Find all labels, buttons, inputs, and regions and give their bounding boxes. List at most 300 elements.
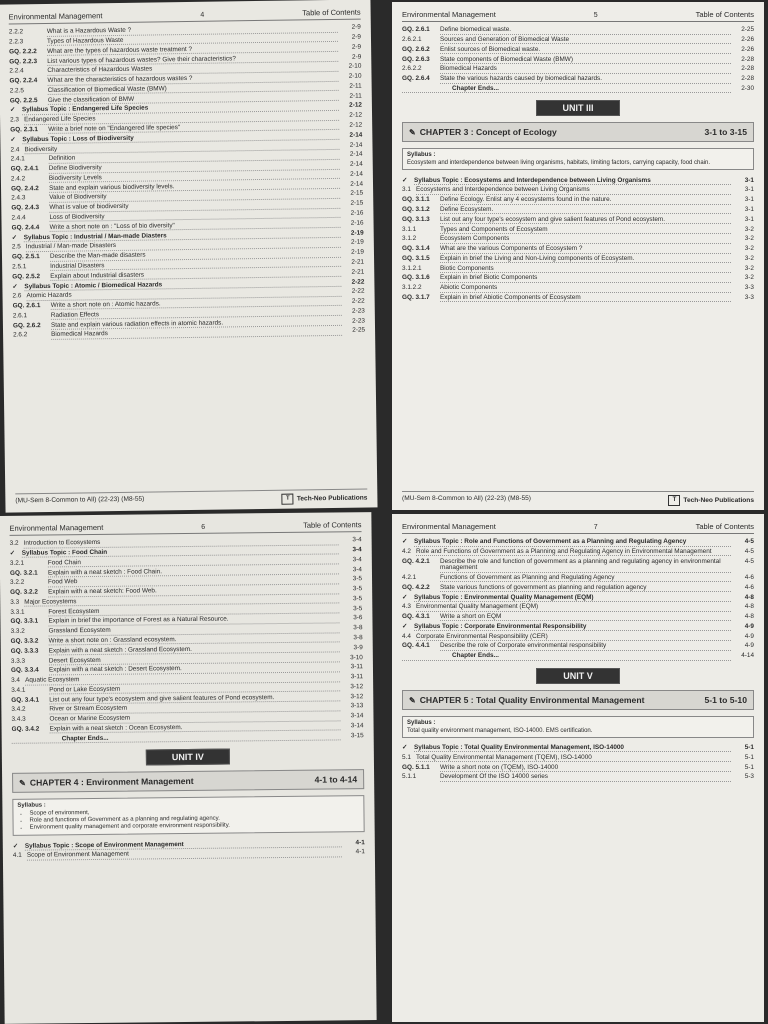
entry-number: 4.1 <box>12 852 22 860</box>
entry-number: 3.3 <box>10 598 20 606</box>
entry-title: Industrial Disasters <box>50 260 341 271</box>
entry-number: 4.2.1 <box>402 573 417 581</box>
entry-number: 2.2.4 <box>9 67 24 75</box>
entry-title: Define biomedical waste. <box>440 27 731 34</box>
entry-page: 2-28 <box>741 65 754 73</box>
entry-number: GQ. 3.3.3 <box>10 647 39 655</box>
entry-title: Grassland Ecosystem <box>49 626 340 636</box>
entry-number: 3.4.1 <box>11 686 26 694</box>
entry-title: Food Chain <box>48 557 339 567</box>
entry-number: 3.3.3 <box>10 657 26 665</box>
entry-page: 2-22 <box>351 287 365 295</box>
syllabus-text: Total quality environment management, ISO-14000. EMS certification. <box>407 727 593 734</box>
entry-title: Radiation Effects <box>51 309 342 320</box>
entry-page: 2-14 <box>349 141 363 149</box>
entry-page: 2-22 <box>351 278 365 286</box>
toc-entry <box>402 225 754 235</box>
entry-page: 2-10 <box>348 72 362 80</box>
entry-page: 2-11 <box>349 92 362 100</box>
chapter-ends <box>402 85 754 95</box>
syllabus-list <box>17 808 359 832</box>
check-icon: ✓ <box>402 538 408 546</box>
entry-title: River or Stream Ecosystem <box>49 704 340 714</box>
toc-entry <box>402 763 754 773</box>
entry-page: 5-1 <box>744 753 754 761</box>
page-footer <box>402 491 754 506</box>
entry-title: Biomedical Hazards <box>440 66 731 73</box>
entry-number: 2.2.5 <box>9 87 24 95</box>
entry-page: 2-22 <box>351 297 365 305</box>
entry-page: 3-10 <box>350 653 363 661</box>
page-footer <box>15 489 367 509</box>
entry-title: Describe the role and function of government as a planning and regulating agency in environmental management <box>440 559 731 573</box>
entry-number: 3.1.2.2 <box>402 284 422 292</box>
entry-title: Atomic Hazards <box>27 289 342 301</box>
unit-heading: UNIT III <box>536 100 620 116</box>
check-icon: ✓ <box>402 622 408 630</box>
entry-page: 4-8 <box>744 603 754 611</box>
entry-number: GQ. 4.2.2 <box>402 583 430 591</box>
entry-number: GQ. 2.2.5 <box>9 96 38 105</box>
entry-number: GQ. 4.3.1 <box>402 613 430 621</box>
entry-number: GQ. 3.1.7 <box>402 294 430 302</box>
toc-entry <box>402 584 754 594</box>
entry-number: 3.2.1 <box>9 559 25 567</box>
entry-number: GQ. 4.4.1 <box>402 642 430 650</box>
entry-title: Total Quality Environmental Management (TQEM), ISO-14000 <box>416 755 731 762</box>
chapter-title: CHAPTER 3 : Concept of Ecology <box>419 127 557 138</box>
toc-entry <box>402 206 754 216</box>
entry-title: Biodiversity Levels <box>49 172 340 183</box>
entry-page: 2-25 <box>352 326 366 335</box>
unit-heading: UNIT V <box>536 668 620 684</box>
syllabus-text: Ecosystem and interdependence between living organisms, habitats, limiting factors, carrying capacity, food chain. <box>407 160 711 167</box>
entry-page: 3-1 <box>744 186 754 194</box>
entry-number: GQ. 3.1.2 <box>402 206 430 213</box>
toc-entry <box>402 75 754 85</box>
entry-page: 2-21 <box>351 258 365 266</box>
entry-page: 2-12 <box>349 121 363 129</box>
chapter-ends-label: Chapter Ends... <box>402 86 731 93</box>
entry-number: GQ. 2.6.4 <box>402 75 430 83</box>
entry-number: GQ. 2.5.2 <box>12 272 41 281</box>
entry-page: 3-2 <box>744 245 754 253</box>
toc-entry <box>402 36 754 46</box>
entry-title: Major Ecosystems <box>24 596 339 607</box>
entry-title: Define Ecology. Enlist any 4 ecosystems found in the nature. <box>440 197 731 204</box>
entry-page: 4-9 <box>744 642 754 650</box>
toc-entry <box>402 26 754 36</box>
entry-title: Endangered Life Species <box>24 113 339 125</box>
footer-left: (MU-Sem 8-Common to All) (22-23) (M8-55) <box>15 495 145 505</box>
toc-entry <box>402 613 754 623</box>
page-number: 6 <box>201 523 206 531</box>
entry-number: 2.4.1 <box>10 155 25 163</box>
toc-entry <box>402 46 754 56</box>
entry-page: 4-8 <box>744 613 754 621</box>
syllabus-item: • Environment quality management and corporate environment responsibility. <box>30 822 360 831</box>
entry-page: 2-19 <box>350 229 364 237</box>
entry-number: GQ. 2.2.3 <box>9 57 38 66</box>
toc-rows-2 <box>402 744 754 783</box>
publisher-logo-icon: T <box>668 495 680 506</box>
page-number: 7 <box>593 524 598 531</box>
entry-number: 4.2 <box>402 547 411 555</box>
publisher-name: Tech-Neo Publications <box>296 494 368 503</box>
entry-title: What are the various Components of Ecosystem ? <box>440 246 731 253</box>
entry-number: 3.1 <box>402 186 411 194</box>
entry-page: 3-5 <box>352 575 363 583</box>
syllabus-box <box>402 148 754 170</box>
entry-page: 5-3 <box>744 773 754 781</box>
toc-entry <box>402 574 754 584</box>
entry-title: Syllabus Topic : Environmental Quality Management (EQM) <box>414 595 731 602</box>
entry-page: 2-26 <box>741 45 754 53</box>
entry-number: 3.3.1 <box>10 608 25 616</box>
entry-title: Write a brief note on "Endangered life species" <box>48 123 339 134</box>
syllabus-box <box>402 716 754 738</box>
entry-number: GQ. 2.6.2 <box>12 321 41 330</box>
entry-title: Explain with a neat sketch : Grassland Ecosystem. <box>49 645 340 655</box>
entry-number: GQ. 3.1.5 <box>402 254 430 262</box>
entry-title: Explain in brief the importance of Forest as a Natural Resource. <box>48 616 339 626</box>
toc-entry <box>402 55 754 65</box>
entry-number: GQ. 2.3.1 <box>10 126 38 134</box>
entry-number: 3.1.1 <box>402 225 417 233</box>
entry-number: GQ. 2.4.2 <box>10 184 39 193</box>
entry-number: GQ. 2.6.1 <box>402 26 430 34</box>
entry-number: GQ. 3.2.2 <box>10 588 38 596</box>
header-left: Environmental Management <box>402 522 496 531</box>
header-right: Table of Contents <box>303 520 362 530</box>
entry-title: Syllabus Topic : Atomic / Biomedical Hazards <box>24 279 341 291</box>
entry-page: 2-28 <box>741 75 754 83</box>
entry-page: 3-13 <box>350 702 364 710</box>
syllabus-topic-row <box>402 744 754 754</box>
syllabus-topic-row <box>402 593 754 603</box>
entry-number: GQ. 2.2.2 <box>9 47 37 56</box>
chapter-heading <box>402 690 754 710</box>
chapter-pages: 4-1 to 4-14 <box>314 774 358 786</box>
toc-entry <box>402 216 754 226</box>
toc-page-5 <box>392 2 764 510</box>
toc-entry <box>402 186 754 196</box>
entry-page: 4-6 <box>744 573 754 581</box>
entry-page: 4-5 <box>744 538 754 546</box>
toc-page-7 <box>392 514 764 1022</box>
page-number: 4 <box>200 11 205 19</box>
entry-title: Write a short note on : Atomic hazards. <box>51 299 342 310</box>
entry-number: 2.6.1 <box>12 312 28 320</box>
syllabus-item: • Scope of environment, <box>29 808 359 817</box>
entry-title: Syllabus Topic : Total Quality Environmental Management, ISO-14000 <box>414 745 731 752</box>
entry-number: 3.4.2 <box>11 706 26 714</box>
entry-page: 2-16 <box>350 209 364 217</box>
check-icon: ✓ <box>9 106 16 114</box>
entry-title: Write a short note on : "Loss of bio diversity" <box>50 221 341 232</box>
entry-page: 4-5 <box>744 547 754 555</box>
entry-number: GQ. 3.1.1 <box>402 196 430 204</box>
entry-title: Value of Biodiversity <box>49 191 340 202</box>
entry-page: 4-8 <box>744 593 754 601</box>
entry-number: GQ. 3.3.1 <box>10 617 39 626</box>
entry-title: Explain with a neat sketch: Food Web. <box>48 587 339 597</box>
toc-entry <box>402 603 754 613</box>
entry-number: GQ. 2.2.4 <box>9 77 38 85</box>
entry-title: Explain in brief Biotic Components <box>440 275 731 282</box>
toc-entry <box>402 558 754 574</box>
entry-page: 3-1 <box>744 196 754 204</box>
entry-title: Definition <box>49 152 340 163</box>
entry-page: 3-14 <box>350 722 364 730</box>
entry-page: 2-14 <box>349 150 363 159</box>
entry-page: 3-1 <box>744 206 754 213</box>
entry-number: 3.4 <box>11 676 21 684</box>
entry-page: 3-8 <box>353 634 363 642</box>
toc-rows <box>9 24 365 342</box>
syllabus-item: • Role and functions of Government as a planning and regulating agency. <box>30 815 360 824</box>
entry-title: Explain about Industrial disasters <box>50 270 341 281</box>
entry-title: List various types of hazardous wastes? Give their characteristics? <box>47 54 338 65</box>
entry-number: GQ. 3.2.1 <box>9 569 38 577</box>
entry-title: Loss of Biodiversity <box>49 211 340 222</box>
chapter-title: CHAPTER 4 : Environment Management <box>29 776 194 789</box>
entry-title: Explain in brief Abiotic Components of Ecosystem <box>440 295 731 302</box>
chapter-icon: ✎ <box>409 695 416 705</box>
entry-number: GQ. 3.4.1 <box>11 696 40 704</box>
entry-title: What is a Hazardous Waste ? <box>47 25 338 36</box>
entry-page: 2-19 <box>351 248 365 256</box>
entry-number: 2.4.3 <box>11 194 26 202</box>
entry-page: 2-26 <box>741 35 754 43</box>
entry-number: 2.4 <box>10 145 20 154</box>
entry-page: 3-12 <box>350 683 364 691</box>
entry-title: Syllabus Topic : Role and Functions of Government as a Planning and Regulating Agency <box>414 539 731 546</box>
entry-page: 2-12 <box>349 101 362 110</box>
entry-number: GQ. 2.5.1 <box>11 253 40 261</box>
entry-page: 3-9 <box>353 643 363 652</box>
entry-title: Pond or Lake Ecosystem <box>49 684 340 694</box>
entry-title: Characteristics of Hazardous Wastes <box>47 64 338 75</box>
entry-title: Introduction to Ecosystems <box>24 538 339 549</box>
toc-entry <box>402 65 754 75</box>
entry-number: 2.2.2 <box>8 28 24 36</box>
entry-title: What is value of biodiversity <box>49 201 340 212</box>
entry-title: Industrial / Man-made Disasters <box>26 240 341 252</box>
entry-number: 3.4.3 <box>11 715 26 724</box>
publisher-name: Tech-Neo Publications <box>683 497 754 504</box>
entry-title: Sources and Generation of Biomedical Waste <box>440 37 731 44</box>
entry-title: Biodiversity <box>24 142 339 154</box>
entry-page: 3-5 <box>353 604 363 612</box>
entry-title: Write a short note on (TQEM), ISO-14000 <box>440 765 731 772</box>
toc-entry <box>402 255 754 265</box>
entry-title: Syllabus Topic : Industrial / Man-made Diasters <box>24 230 341 242</box>
entry-title: State and explain various biodiversity levels. <box>49 182 340 193</box>
entry-title: Development Of the ISO 14000 series <box>440 774 731 781</box>
entry-number: 5.1.1 <box>402 773 417 781</box>
entry-title: Desert Ecosystem <box>49 655 340 665</box>
entry-title: Classification of Biomedical Waste (BMW) <box>48 84 339 95</box>
check-icon: ✓ <box>12 842 19 850</box>
entry-number: 2.4.4 <box>11 214 26 222</box>
entry-number: GQ. 2.4.3 <box>11 204 40 212</box>
entry-page: 2-14 <box>350 180 364 188</box>
entry-page: 3-5 <box>352 585 363 593</box>
toc-entry <box>402 274 754 284</box>
entry-title: Forest Ecosystem <box>48 606 339 616</box>
toc-entry <box>402 284 754 294</box>
entry-page: 3-4 <box>352 565 362 573</box>
entry-number: GQ. 3.1.6 <box>402 274 430 282</box>
entry-number: 2.2.3 <box>8 38 24 46</box>
entry-page: 2-28 <box>741 55 754 63</box>
toc-entry <box>402 773 754 783</box>
entry-page: 4-9 <box>744 632 754 640</box>
check-icon: ✓ <box>11 233 18 242</box>
entry-title: Role and Functions of Government as a Planning and Regulating Agency in Environmental Management <box>416 549 731 556</box>
header-left: Environmental Management <box>402 10 496 19</box>
entry-title: Define Biodiversity <box>49 162 340 173</box>
entry-page: 2-9 <box>351 43 362 51</box>
entry-number: 5.1 <box>402 753 411 761</box>
check-icon: ✓ <box>12 282 18 290</box>
entry-number: 2.5 <box>11 243 21 251</box>
entry-page: 3-2 <box>744 235 754 243</box>
entry-page: 4-6 <box>744 583 754 591</box>
entry-page: 3-6 <box>353 614 363 622</box>
entry-title: Enlist sources of Biomedical waste. <box>440 47 731 54</box>
syllabus-topic-row <box>402 176 754 186</box>
toc-page-4 <box>0 0 378 513</box>
entry-title: Corporate Environmental Responsibility (CER) <box>416 634 731 641</box>
entry-number: GQ. 2.4.1 <box>10 165 39 173</box>
entry-number: 2.6.2 <box>13 331 28 339</box>
entry-number: 2.5.1 <box>12 263 27 271</box>
entry-page: 3-8 <box>353 624 363 632</box>
entry-title: Syllabus Topic : Ecosystems and Interdependence between Living Organisms <box>414 178 731 185</box>
entry-title: Functions of Government as Planning and Regulating Agency <box>440 575 731 582</box>
entry-number: GQ. 4.2.1 <box>402 557 430 565</box>
entry-page: 2-14 <box>349 160 363 168</box>
unit-heading: UNIT IV <box>146 749 230 766</box>
check-icon: ✓ <box>10 136 16 144</box>
entry-page: 4-9 <box>744 622 754 630</box>
entry-page: 2-14 <box>350 170 363 178</box>
header-left: Environmental Management <box>8 11 103 22</box>
entry-page: 2-23 <box>351 307 365 315</box>
entry-title: State and explain various radiation effects in atomic hazards. <box>51 318 342 329</box>
entry-title: Ocean or Marine Ecosystem <box>49 714 340 724</box>
entry-page: 3-3 <box>744 294 754 302</box>
header-right: Table of Contents <box>695 522 754 531</box>
toc-rows-2 <box>13 839 365 862</box>
entry-page: 3-11 <box>350 663 363 671</box>
toc-rows <box>402 538 754 652</box>
syllabus-label: Syllabus : <box>407 719 436 726</box>
entry-page: 3-2 <box>744 264 754 272</box>
entry-page: 2-14 <box>349 131 363 139</box>
page-number: 5 <box>593 12 598 19</box>
toc-entry <box>402 754 754 764</box>
entry-number: 2.3 <box>10 116 20 124</box>
syllabus-label: Syllabus : <box>17 802 46 810</box>
entry-page: 3-3 <box>744 284 754 292</box>
header-right: Table of Contents <box>695 10 754 19</box>
entry-title: Syllabus Topic : Food Chain <box>22 547 339 558</box>
entry-title: Aquatic Ecosystem <box>25 675 340 686</box>
syllabus-topic-row <box>402 623 754 633</box>
entry-title: Biomedical Hazards <box>51 328 342 339</box>
check-icon: ✓ <box>9 549 16 557</box>
toc-entry <box>402 196 754 206</box>
entry-page: 3-4 <box>352 555 362 564</box>
entry-title: Give the classification of BMW <box>48 94 339 105</box>
entry-page: 2-9 <box>351 53 362 61</box>
entry-number: 3.2.2 <box>10 579 25 587</box>
toc-entry <box>402 265 754 275</box>
entry-number: GQ. 5.1.1 <box>402 763 430 771</box>
entry-number: GQ. 2.4.4 <box>11 223 40 232</box>
entry-title: Syllabus Topic : Scope of Environment Management <box>25 840 342 851</box>
chapter-ends-label: Chapter Ends... <box>402 653 731 660</box>
toc-entry <box>402 642 754 652</box>
entry-title: Define Ecosystem. <box>440 207 731 214</box>
entry-title: What are the characteristics of hazardous wastes ? <box>48 74 339 85</box>
entry-page: 3-14 <box>350 712 364 720</box>
entry-title: Biotic Components <box>440 266 731 273</box>
toc-rows <box>10 536 364 735</box>
entry-page: 3-2 <box>744 254 754 262</box>
entry-title: Describe the Man-made disasters <box>50 250 341 261</box>
toc-entry <box>402 235 754 245</box>
entry-title: List out any four type's ecosystem and give salient features of Pond ecosystem. <box>440 217 731 224</box>
entry-number: 3.1.2 <box>402 235 417 243</box>
entry-number: GQ. 3.3.4 <box>10 666 39 675</box>
entry-title: Syllabus Topic : Corporate Environmental Responsibility <box>414 624 731 631</box>
entry-page: 2-19 <box>350 238 364 247</box>
chapter-ends-page: 3-15 <box>350 731 364 740</box>
entry-number: GQ. 3.3.2 <box>10 637 39 645</box>
entry-page: 4-5 <box>744 557 754 565</box>
entry-number: GQ. 2.6.3 <box>402 55 430 63</box>
publisher <box>282 493 368 505</box>
chapter-ends-page: 4-14 <box>741 652 754 660</box>
entry-page: 3-1 <box>744 176 754 184</box>
page-header <box>402 522 754 534</box>
entry-number: 4.4 <box>402 632 411 640</box>
entry-title: Explain in brief the Living and Non-Living components of Ecosystem. <box>440 256 731 263</box>
syllabus-label: Syllabus : <box>407 152 436 159</box>
entry-page: 3-4 <box>352 546 362 554</box>
entry-page: 2-12 <box>349 111 363 119</box>
entry-title: Write a short on EQM <box>440 614 731 621</box>
entry-title: Ecosystem Components <box>440 236 731 243</box>
entry-number: GQ. 3.1.3 <box>402 215 430 223</box>
entry-page: 2-21 <box>351 268 365 276</box>
entry-page: 2-25 <box>741 26 754 34</box>
check-icon: ✓ <box>402 743 408 751</box>
chapter-pages: 3-1 to 3-15 <box>704 127 747 138</box>
entry-number: GQ. 2.6.1 <box>12 302 41 310</box>
toc-entry <box>402 548 754 558</box>
entry-number: 3.2 <box>9 539 19 548</box>
chapter-ends-label: Chapter Ends... <box>12 733 341 744</box>
entry-page: 2-10 <box>348 62 362 71</box>
entry-title: State components of Biomedical Waste (BMW) <box>440 57 731 64</box>
entry-title: What are the types of hazardous waste treatment ? <box>47 45 338 56</box>
toc-entry <box>402 294 754 304</box>
